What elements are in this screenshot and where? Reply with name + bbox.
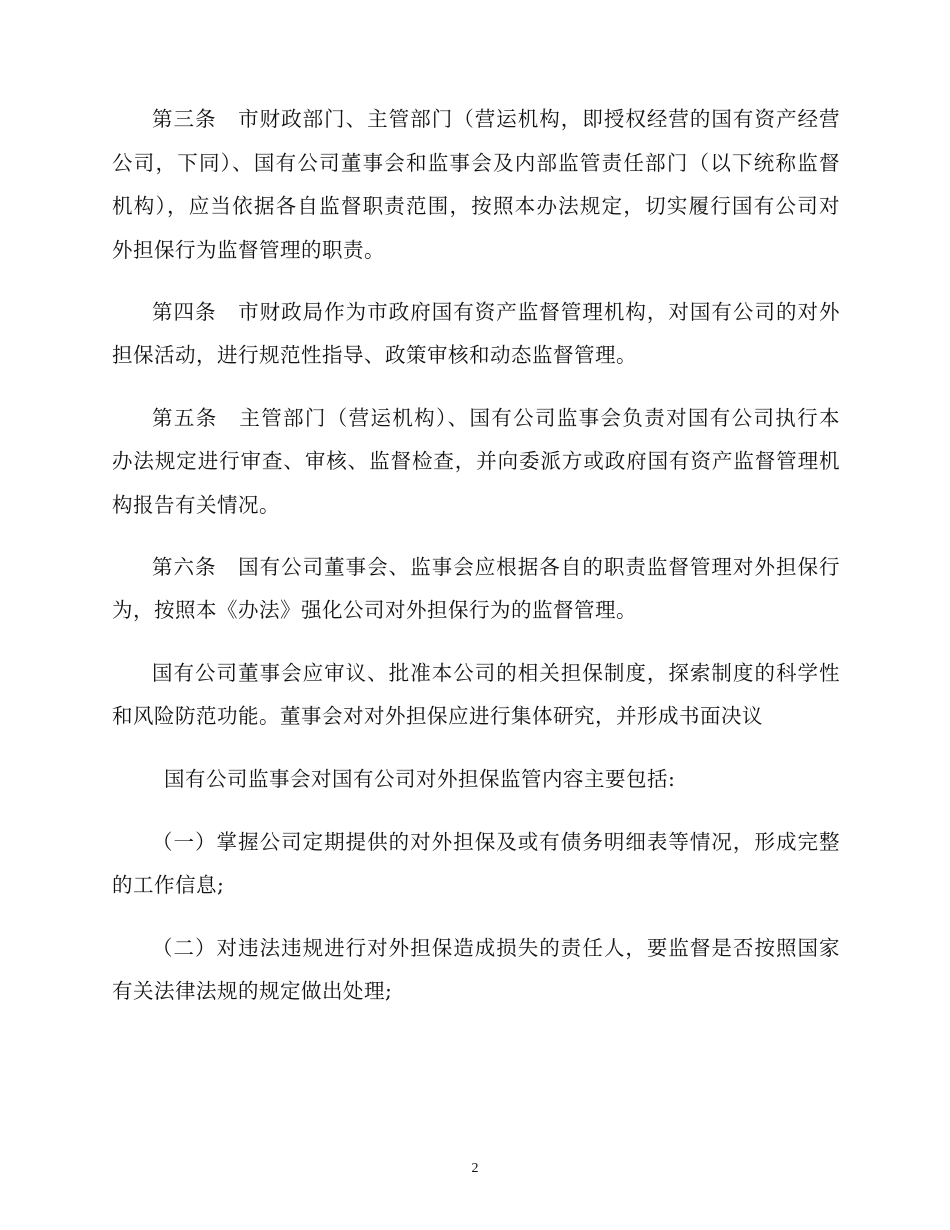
text-line: （一）掌握公司定期提供的对外担保及或有债务明细表等情况，形成完整 <box>152 830 840 854</box>
text-line: 有关法律法规的规定做出处理; <box>112 979 393 1003</box>
text-line: 国有公司监事会对国有公司对外担保监管内容主要包括: <box>164 767 676 791</box>
text-line: 办法规定进行审查、审核、监督检查，并向委派方或政府国有资产监督管理机 <box>112 449 840 473</box>
text-line: 国有公司董事会应审议、批准本公司的相关担保制度，探索制度的科学性 <box>152 661 840 685</box>
text-line: 和风险防范功能。董事会对对外担保应进行集体研究，并形成书面决议 <box>112 704 763 728</box>
text-line: 第五条 主管部门（营运机构）、国有公司监事会负责对国有公司执行本 <box>152 406 840 430</box>
text-line: （二）对违法违规进行对外担保造成损失的责任人，要监督是否按照国家 <box>152 936 840 960</box>
text-line: 第六条 国有公司董事会、监事会应根据各自的职责监督管理对外担保行 <box>152 555 840 579</box>
text-line: 为，按照本《办法》强化公司对外担保行为的监督管理。 <box>112 598 637 622</box>
page-number: 2 <box>471 1161 479 1176</box>
text-line: 机构），应当依据各自监督职责范围，按照本办法规定，切实履行国有公司对 <box>112 194 840 218</box>
text-line: 公司，下同）、国有公司董事会和监事会及内部监管责任部门（以下统称监督 <box>112 151 840 175</box>
text-line: 第四条 市财政局作为市政府国有资产监督管理机构，对国有公司的对外 <box>152 300 840 324</box>
text-line: 的工作信息; <box>112 873 225 897</box>
text-line: 构报告有关情况。 <box>112 493 280 517</box>
text-line: 担保活动，进行规范性指导、政策审核和动态监督管理。 <box>112 343 637 367</box>
text-line: 第三条 市财政部门、主管部门（营运机构，即授权经营的国有资产经营 <box>152 107 840 131</box>
text-line: 外担保行为监督管理的职责。 <box>112 238 385 262</box>
